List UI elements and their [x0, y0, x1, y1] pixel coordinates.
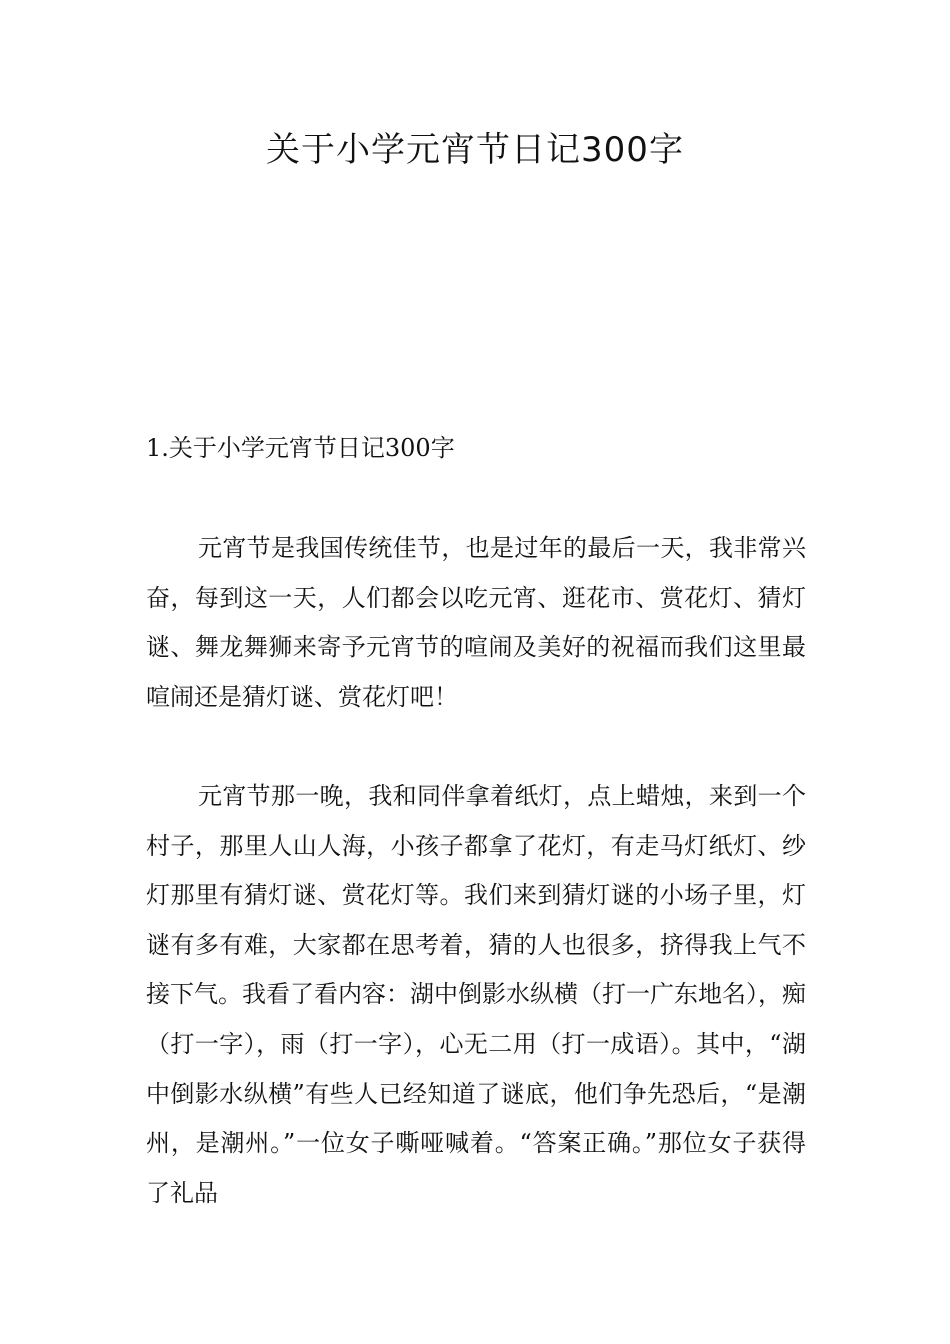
- document-title: 关于小学元宵节日记300字: [266, 130, 684, 170]
- paragraph-2: 元宵节那一晚，我和同伴拿着纸灯，点上蜡烛，来到一个村子，那里人山人海，小孩子都拿了花灯，有走马灯纸灯、纱灯那里有猜灯谜、赏花灯等。我们来到猜灯谜的小场子里，灯谜有多有难，大家都在思考着，猜的人也很多，挤得我上气不接下气。我看了看内容：湖中倒影水纵横（打一广东地名），痴（打一字），雨（打一字），心无二用（打一成语）。其中，“湖中倒影水纵横”有些人已经知道了谜底，他们争先恐后，“是潮州，是潮州。”一位女子嘶哑喊着。“答案正确。”那位女子获得了礼品: [146, 782, 806, 1207]
- paragraph-1: 元宵节是我国传统佳节，也是过年的最后一天，我非常兴奋，每到这一天，人们都会以吃元宵、逛花市、赏花灯、猜灯谜、舞龙舞狮来寄予元宵节的喧闹及美好的祝福而我们这里最喧闹还是猜灯谜、赏花灯吧！: [146, 534, 806, 711]
- section-heading: 1.关于小学元宵节日记300字: [146, 434, 455, 462]
